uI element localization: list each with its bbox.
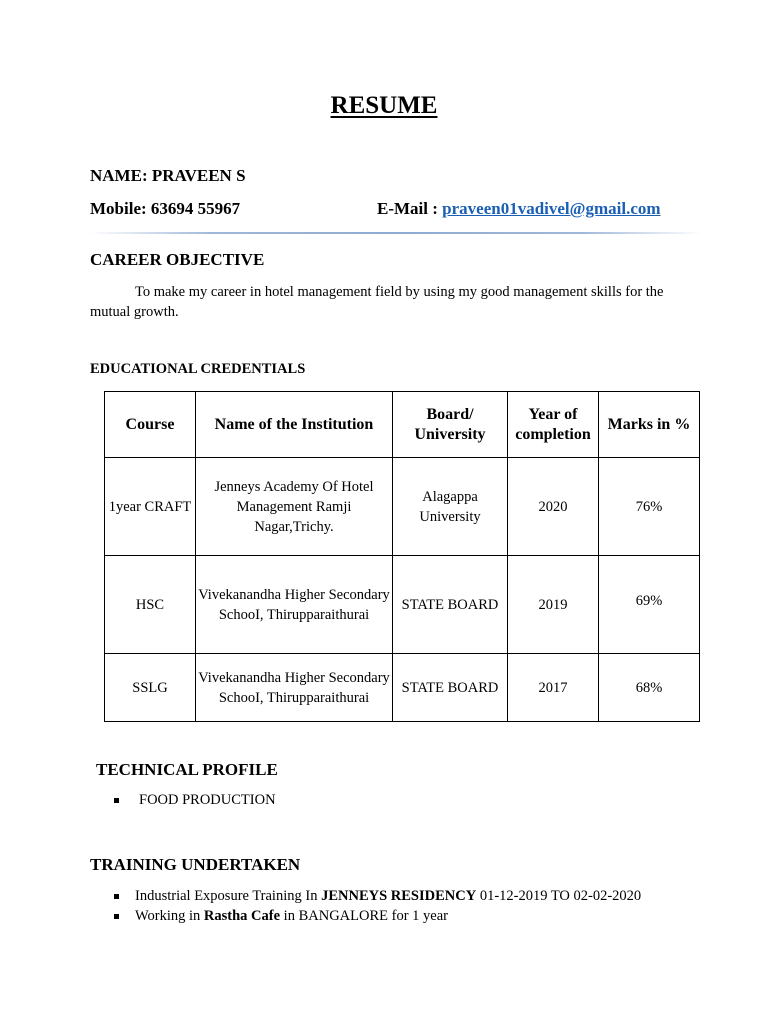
cell-board: Alagappa University <box>393 458 508 556</box>
bullet-icon <box>114 798 119 803</box>
resume-title <box>0 92 768 120</box>
col-year-line2: completion <box>515 425 591 443</box>
training-item-text <box>135 906 448 926</box>
col-year-line1: Year of <box>528 405 578 423</box>
training-item-prefix: Working in <box>135 908 204 924</box>
col-board-line2: University <box>414 425 486 443</box>
training-item-org: JENNEYS RESIDENCY <box>321 888 477 904</box>
education-heading: EDUCATIONAL CREDENTIALS <box>90 361 306 377</box>
col-institution: Name of the Institution <box>196 392 393 458</box>
cell-marks: 76% <box>599 458 700 556</box>
cell-marks: 68% <box>599 654 700 722</box>
cell-board: STATE BOARD <box>393 654 508 722</box>
cell-marks: 69% <box>599 556 700 654</box>
header-divider <box>90 232 702 234</box>
career-objective-heading: CAREER OBJECTIVE <box>90 250 265 269</box>
cell-course: 1year CRAFT <box>105 458 196 556</box>
col-year <box>508 392 599 458</box>
col-marks: Marks in % <box>599 392 700 458</box>
table-header-row <box>105 392 700 458</box>
cell-year: 2019 <box>508 556 599 654</box>
cell-institution: Jenneys Academy Of Hotel Management Ramji Nagar,Trichy. <box>196 458 393 556</box>
technical-profile-heading: TECHNICAL PROFILE <box>96 760 278 779</box>
email-link[interactable]: praveen01vadivel@gmail.com <box>442 199 661 218</box>
table-row <box>105 654 700 722</box>
training-item-prefix: Industrial Exposure Training In <box>135 888 322 904</box>
cell-course: SSLG <box>105 654 196 722</box>
email-line <box>377 199 661 219</box>
cell-institution: Vivekanandha Higher Secondary SchooI, Thirupparaithurai <box>196 556 393 654</box>
email-label: E-Mail : <box>377 199 438 218</box>
training-item-text <box>135 886 641 906</box>
cell-institution: Vivekanandha Higher Secondary SchooI, Thirupparaithurai <box>196 654 393 722</box>
col-board-line1: Board/ <box>426 405 474 423</box>
training-item-org: Rastha Cafe <box>203 908 281 924</box>
cell-course: HSC <box>105 556 196 654</box>
bullet-icon <box>114 894 119 899</box>
training-item-suffix: 01-12-2019 TO 02-02-2020 <box>476 888 642 904</box>
col-course: Course <box>105 392 196 458</box>
training-heading: TRAINING UNDERTAKEN <box>90 855 301 874</box>
name-line: NAME: PRAVEEN S <box>90 166 246 185</box>
cell-board: STATE BOARD <box>393 556 508 654</box>
cell-year: 2017 <box>508 654 599 722</box>
education-table <box>104 391 700 722</box>
career-objective-text: To make my career in hotel management field by using my good management skills for the mutual growth. <box>90 284 664 320</box>
table-row <box>105 556 700 654</box>
bullet-icon <box>114 914 119 919</box>
col-board <box>393 392 508 458</box>
resume-title-text: RESUME <box>330 92 438 119</box>
tech-item-text: FOOD PRODUCTION <box>139 792 276 808</box>
cell-year: 2020 <box>508 458 599 556</box>
table-row <box>105 458 700 556</box>
mobile-line: Mobile: 63694 55967 <box>90 199 241 218</box>
training-item-suffix: in BANGALORE for 1 year <box>280 908 448 924</box>
